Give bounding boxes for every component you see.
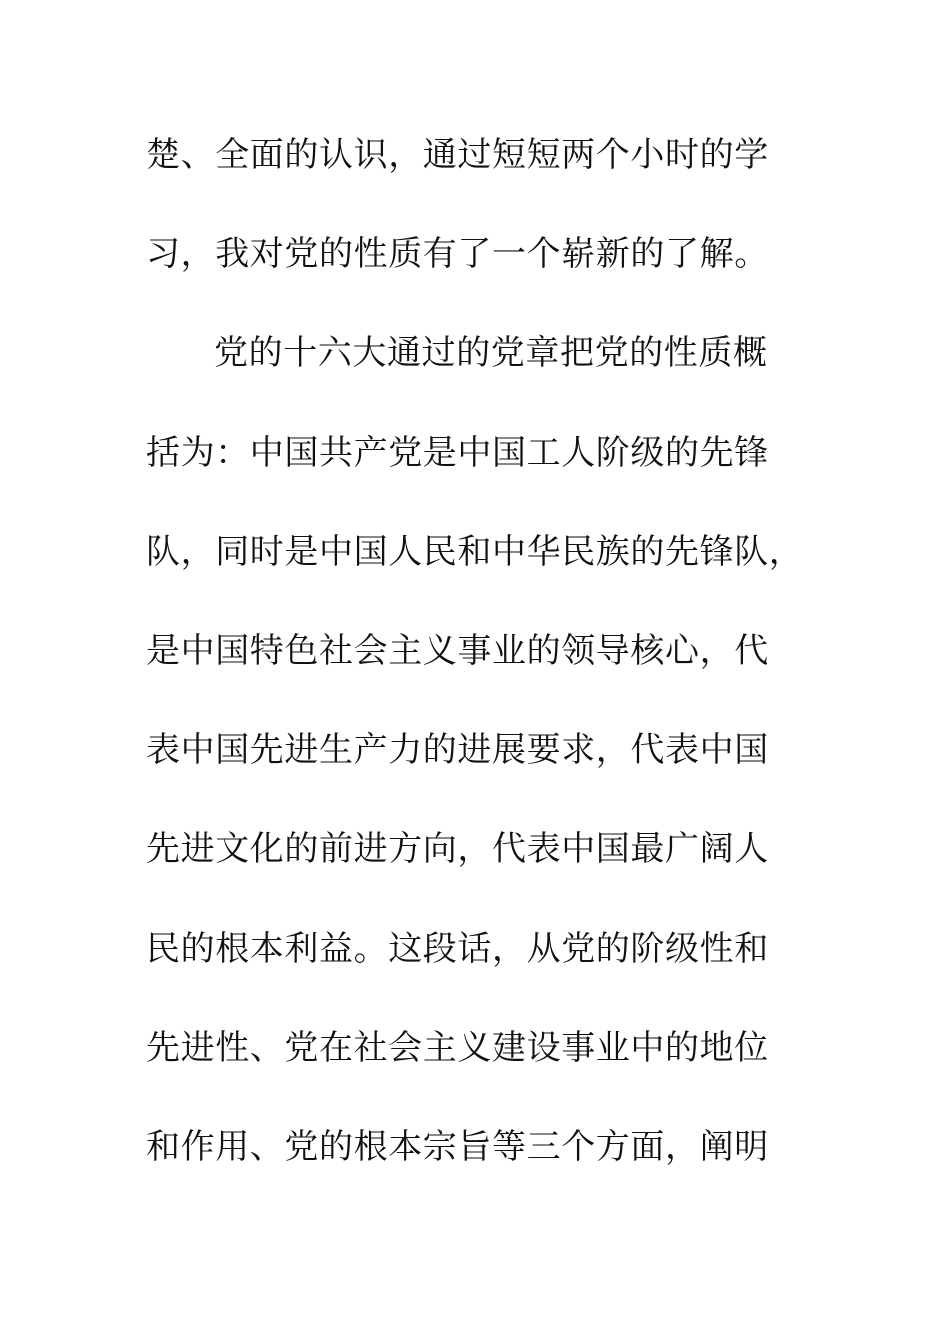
text-line: 括为：中国共产党是中国工人阶级的先锋 bbox=[146, 432, 769, 473]
text-line: 楚、全面的认识，通过短短两个小时的学 bbox=[146, 135, 769, 175]
text-line: 和作用、党的根本宗旨等三个方面，阐明 bbox=[146, 1126, 769, 1167]
text-line: 先进文化的前进方向，代表中国最广阔人 bbox=[146, 829, 769, 870]
text-line: 是中国特色社会主义事业的领导核心，代 bbox=[146, 630, 769, 671]
paragraph-start-line: 党的十六大通过的党章把党的性质概 bbox=[214, 333, 768, 374]
text-line: 民的根本利益。这段话，从党的阶级性和 bbox=[146, 928, 769, 969]
text-line: 先进性、党在社会主义建设事业中的地位 bbox=[146, 1027, 769, 1068]
body-text bbox=[146, 125, 806, 1216]
text-line: 习，我对党的性质有了一个崭新的了解。 bbox=[146, 234, 769, 275]
text-line: 队，同时是中国人民和中华民族的先锋队， bbox=[146, 531, 804, 572]
text-line: 表中国先进生产力的进展要求，代表中国 bbox=[146, 730, 769, 771]
